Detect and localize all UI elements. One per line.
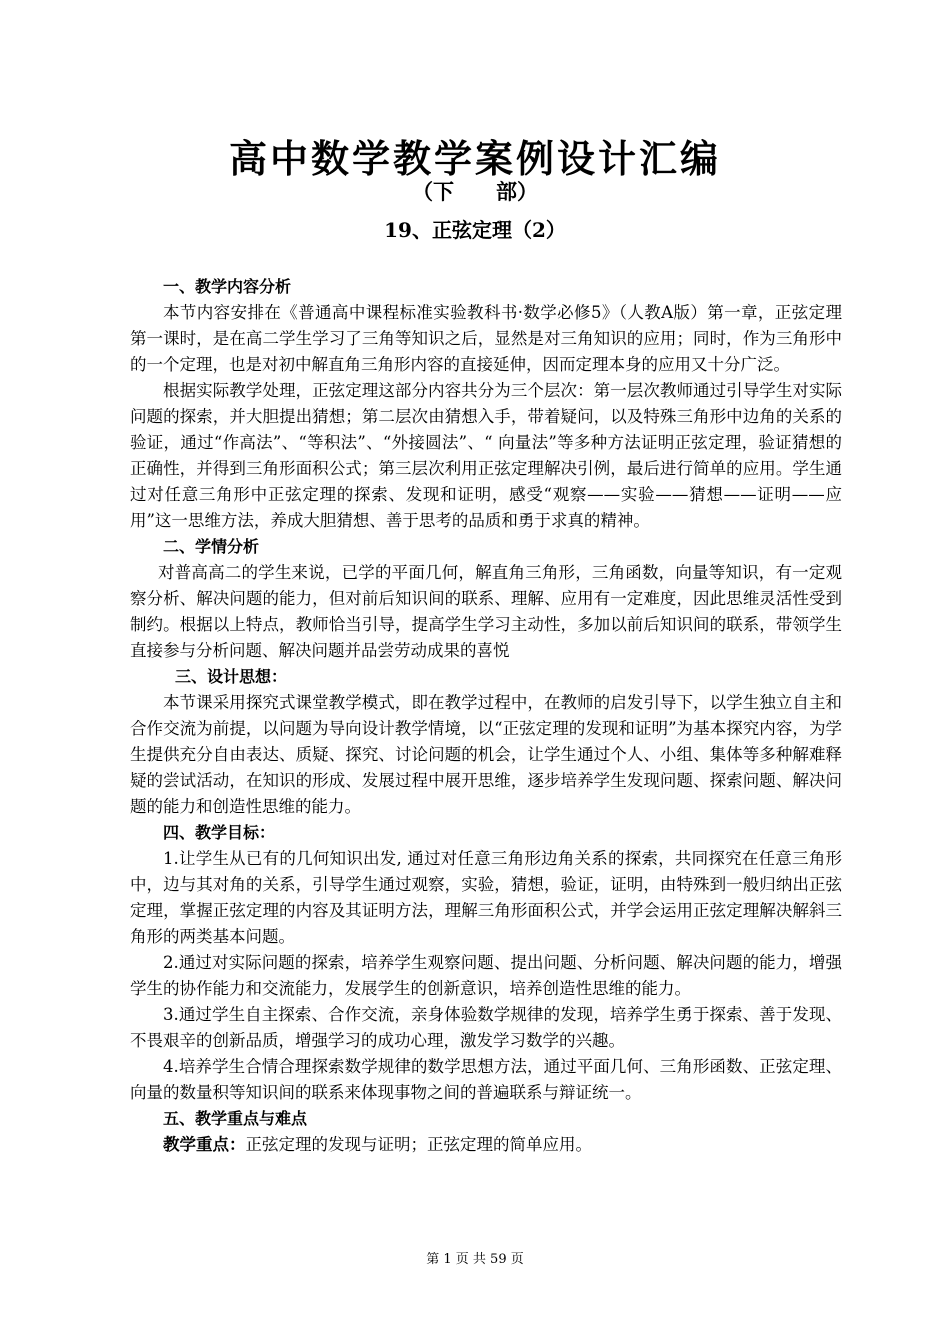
document-body bbox=[130, 274, 842, 1158]
key-point-label: 教学重点： bbox=[163, 1135, 246, 1154]
lesson-title: 19、正弦定理（2） bbox=[384, 218, 566, 242]
document-subtitle: （下 部） bbox=[412, 179, 538, 204]
section-heading-key-points: 五、教学重点与难点 bbox=[163, 1109, 308, 1128]
goal-item: 1.让学生从已有的几何知识出发, 通过对任意三角形边角关系的探索，共同探究在任意三角形中，边与其对角的关系，引导学生通过观察，实验，猜想，验证，证明，由特殊到一般归纳出正弦定理，掌握正弦定理的内容及其证明方法，理解三角形面积公式，并学会运用正弦定理解决解斜三角形的两类基本问题。 bbox=[130, 849, 842, 946]
paragraph: 本节课采用探究式课堂教学模式，即在教学过程中，在教师的启发引导下，以学生独立自主和合作交流为前提，以问题为导向设计教学情境，以“正弦定理的发现和证明”为基本探究内容，为学生提供充分自由表达、质疑、探究、讨论问题的机会，让学生通过个人、小组、集体等多种解难释疑的尝试活动，在知识的形成、发展过程中展开思维，逐步培养学生发现问题、探索问题、解决问题的能力和创造性思维的能力。 bbox=[130, 693, 842, 816]
paragraph: 根据实际教学处理，正弦定理这部分内容共分为三个层次：第一层次教师通过引导学生对实际问题的探索，并大胆提出猜想；第二层次由猜想入手，带着疑问，以及特殊三角形中边角的关系的验证，通过“作高法”、“等积法”、“外接圆法”、“ 向量法”等多种方法证明正弦定理，验证猜想的正确性，并得到三角形面积公式；第三层次利用正弦定理解决引例，最后进行简单的应用。学生通过对任意三角形中正弦定理的探索、发现和证明，感受“观察——实验——猜想——证明——应用”这一思维方法，养成大胆猜想、善于思考的品质和勇于求真的精神。 bbox=[130, 381, 842, 530]
section-heading-student-analysis: 二、学情分析 bbox=[163, 537, 260, 556]
key-point-text: 正弦定理的发现与证明；正弦定理的简单应用。 bbox=[245, 1135, 592, 1154]
goal-item: 4.培养学生合情合理探索数学规律的数学思想方法，通过平面几何、三角形函数、正弦定理、向量的数量积等知识间的联系来体现事物之间的普遍联系与辩证统一。 bbox=[130, 1057, 842, 1102]
section-heading-content-analysis: 一、教学内容分析 bbox=[163, 277, 292, 296]
section-heading-teaching-goals: 四、教学目标： bbox=[163, 823, 276, 842]
key-point-paragraph bbox=[130, 1132, 842, 1158]
document-title: 高中数学教学案例设计汇编 bbox=[228, 137, 721, 181]
paragraph: 对普高高二的学生来说，已学的平面几何，解直角三角形，三角函数，向量等知识，有一定观察分析、解决问题的能力，但对前后知识间的联系、理解、应用有一定难度，因此思维灵活性受到制约。根据以上特点，教师恰当引导，提高学生学习主动性，多加以前后知识间的联系，带领学生直接参与分析问题、解决问题并品尝劳动成果的喜悦 bbox=[130, 563, 842, 660]
goal-item: 3.通过学生自主探索、合作交流，亲身体验数学规律的发现，培养学生勇于探索、善于发现、不畏艰辛的创新品质，增强学习的成功心理，激发学习数学的兴趣。 bbox=[130, 1005, 842, 1050]
paragraph: 本节内容安排在《普通高中课程标准实验教科书·数学必修5》（人教A版）第一章，正弦定理第一课时，是在高二学生学习了三角等知识之后，显然是对三角知识的应用；同时，作为三角形中的一个定理，也是对初中解直角三角形内容的直接延伸，因而定理本身的应用又十分广泛。 bbox=[130, 303, 842, 374]
goal-item: 2.通过对实际问题的探索，培养学生观察问题、提出问题、分析问题、解决问题的能力，增强学生的协作能力和交流能力，发展学生的创新意识，培养创造性思维的能力。 bbox=[130, 953, 842, 998]
page-footer: 第 1 页 共 59 页 bbox=[426, 1252, 524, 1267]
section-heading-design-idea: 三、设计思想： bbox=[175, 667, 288, 686]
